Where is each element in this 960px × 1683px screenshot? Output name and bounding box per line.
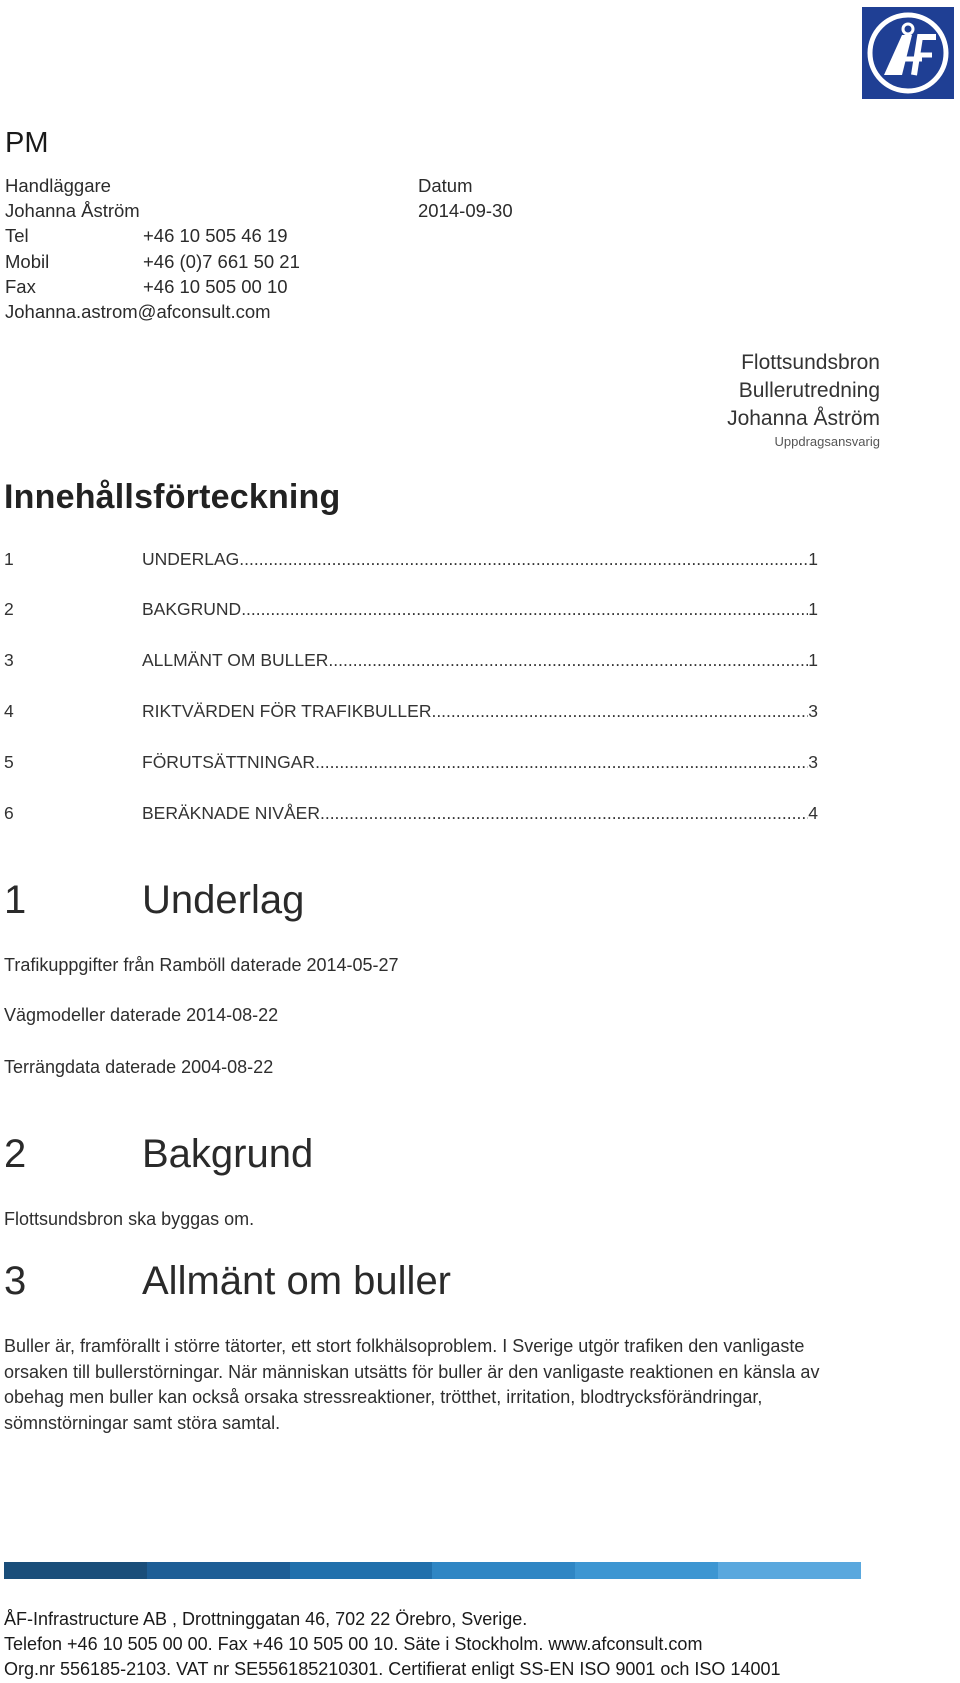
footer-registration: Org.nr 556185-2103. VAT nr SE556185210301. Certifierat enligt SS-EN ISO 9001 och ISO 14001 — [4, 1659, 781, 1679]
toc-leader-dots — [315, 752, 808, 773]
toc-leader-dots — [239, 549, 808, 570]
toc-item[interactable] — [4, 803, 818, 829]
handler-name: Johanna Åström — [5, 200, 140, 221]
toc-item-label: FÖRUTSÄTTNINGAR — [142, 752, 316, 772]
toc-item[interactable] — [4, 701, 818, 727]
toc-item[interactable] — [4, 752, 818, 778]
section-paragraph: Buller är, framförallt i större tätorter, ett stort folkhälsoproblem. I Sverige utgör trafiken den vanligaste orsaken till bullerstörningar. När människan utsätts för buller är den vanligaste reaktionen en känsla av obehag men buller kan också orsaka stressreaktioner, trötthet, irritation, blodtrycksförändringar, sömnstörningar samt störa samtal. — [4, 1336, 820, 1433]
document-type: PM — [5, 127, 49, 159]
toc-item-number: 6 — [4, 803, 14, 823]
footer-bar-segment — [4, 1562, 147, 1579]
footer-bar-segment — [718, 1562, 861, 1579]
toc-item-label: UNDERLAG — [142, 549, 240, 569]
project-role: Uppdragsansvarig — [774, 434, 880, 449]
toc-item-label: ALLMÄNT OM BULLER — [142, 650, 329, 670]
section-number: 3 — [4, 1259, 27, 1303]
toc-item[interactable] — [4, 599, 818, 625]
toc-item[interactable] — [4, 549, 818, 575]
toc-item-page: 3 — [808, 752, 818, 772]
toc-item-page: 3 — [808, 701, 818, 721]
toc-item-label: BERÄKNADE NIVÅER — [142, 803, 320, 823]
section-line: Trafikuppgifter från Ramböll daterade 2014-05-27 — [4, 955, 399, 975]
af-logo-icon — [862, 7, 954, 99]
footer-color-bar — [4, 1562, 861, 1579]
footer-address: ÅF-Infrastructure AB , Drottninggatan 46, 702 22 Örebro, Sverige. — [4, 1609, 528, 1629]
toc-item-page: 1 — [808, 650, 818, 670]
section-line: Terrängdata daterade 2004-08-22 — [4, 1057, 274, 1077]
toc-leader-dots — [241, 599, 808, 620]
section-heading: Underlag — [142, 878, 305, 922]
contact-value-fax: +46 10 505 00 10 — [143, 276, 288, 297]
footer-bar-segment — [290, 1562, 433, 1579]
toc-item-page: 1 — [808, 599, 818, 619]
toc-item-number: 1 — [4, 549, 14, 569]
toc-item-label: RIKTVÄRDEN FÖR TRAFIKBULLER — [142, 701, 432, 721]
footer-contact: Telefon +46 10 505 00 00. Fax +46 10 505 00 10. Säte i Stockholm. www.afconsult.com — [4, 1634, 703, 1654]
toc-leader-dots — [328, 650, 808, 671]
project-name: Flottsundsbron — [741, 351, 880, 374]
toc-leader-dots — [320, 803, 808, 824]
contact-value-mobil: +46 (0)7 661 50 21 — [143, 251, 300, 272]
toc-item-page: 1 — [808, 549, 818, 569]
contact-label-mobil: Mobil — [5, 251, 50, 272]
section-number: 1 — [4, 878, 27, 922]
toc-leader-dots — [431, 701, 808, 722]
project-subject: Bullerutredning — [738, 379, 880, 402]
footer-bar-segment — [147, 1562, 290, 1579]
toc-title: Innehållsförteckning — [4, 478, 341, 516]
footer-bar-segment — [432, 1562, 575, 1579]
contact-label-fax: Fax — [5, 276, 36, 297]
contact-value-tel: +46 10 505 46 19 — [143, 225, 288, 246]
handler-label: Handläggare — [5, 175, 111, 196]
section-line: Flottsundsbron ska byggas om. — [4, 1209, 255, 1229]
toc-item-page: 4 — [808, 803, 818, 823]
contact-label-tel: Tel — [5, 225, 29, 246]
toc-item-label: BAKGRUND — [142, 599, 242, 619]
date-value: 2014-09-30 — [418, 200, 513, 221]
project-responsible: Johanna Åström — [727, 407, 880, 430]
section-number: 2 — [4, 1132, 27, 1176]
footer-bar-segment — [575, 1562, 718, 1579]
section-heading: Allmänt om buller — [142, 1259, 452, 1303]
date-label: Datum — [418, 175, 473, 196]
toc-item[interactable] — [4, 650, 818, 676]
section-heading: Bakgrund — [142, 1132, 314, 1176]
toc-item-number: 5 — [4, 752, 14, 772]
section-line: Vägmodeller daterade 2014-08-22 — [4, 1005, 279, 1025]
toc-item-number: 4 — [4, 701, 14, 721]
contact-email: Johanna.astrom@afconsult.com — [5, 301, 271, 322]
toc-item-number: 3 — [4, 650, 14, 670]
toc-item-number: 2 — [4, 599, 14, 619]
